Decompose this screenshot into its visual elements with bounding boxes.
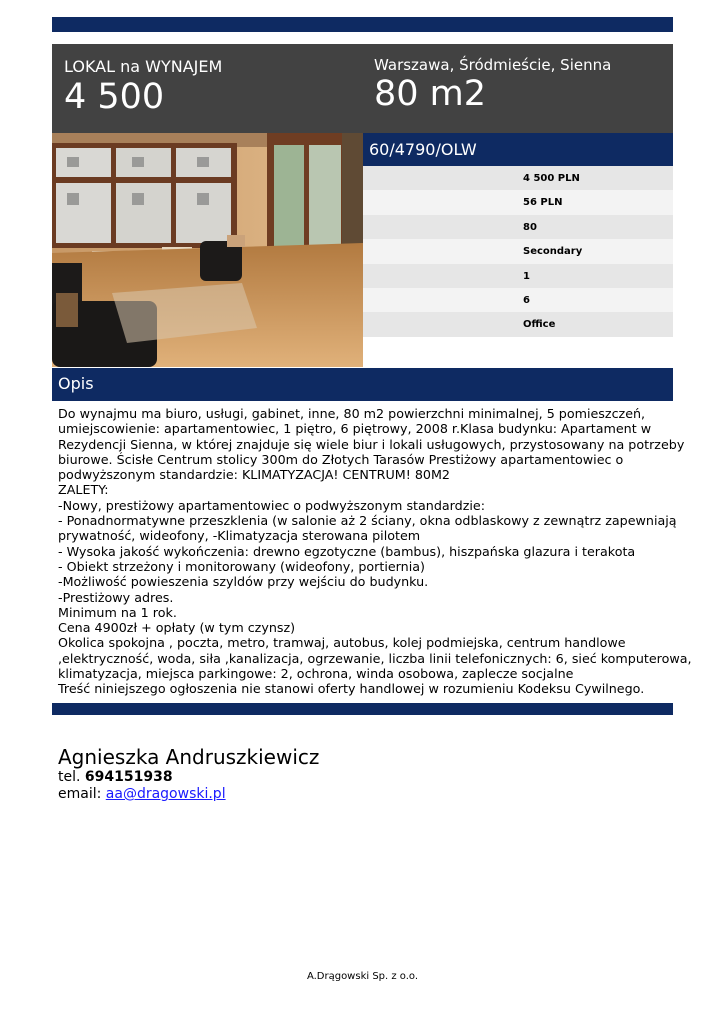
detail-row: Secondary [363, 239, 673, 263]
description-line: klimatyzacja, miejsca parkingowe: 2, ochrona, winda osobowa, zaplecze socjalne [58, 666, 574, 682]
phone-label: tel. [58, 769, 81, 785]
description-line: - Obiekt strzeżony i monitorowany (wideofony, portiernia) [58, 558, 425, 574]
top-decor-bar [52, 17, 673, 32]
description-line: -Możliwość powieszenia szyldów przy wejściu do budynku. [58, 574, 429, 590]
description-line: ZALETY: [58, 482, 109, 498]
bottom-decor-bar [52, 703, 673, 715]
detail-row: 80 [363, 215, 673, 239]
description-line: ,elektryczność, woda, siła ,kanalizacja, ogrzewanie, liczba linii telefonicznych: 6, sieć komputerowa, [58, 650, 692, 666]
description-line: - Ponadnormatywne przeszklenia (w salonie aż 2 ściany, okna odblaskowy z zewnątrz zapewniają [58, 513, 677, 529]
detail-row: 56 PLN [363, 190, 673, 214]
details-table [363, 166, 673, 337]
description-line: Minimum na 1 rok. [58, 604, 177, 620]
description-line: podwyższonym standardzie: KLIMATYZACJA! CENTRUM! 80M2 [58, 467, 451, 483]
agent-phone-line [58, 769, 319, 786]
listing-price: 4 500 [64, 77, 165, 117]
description-line: Okolica spokojna , poczta, metro, tramwaj, autobus, kolej podmiejska, centrum handlowe [58, 635, 626, 651]
description-line: -Prestiżowy adres. [58, 589, 174, 605]
description-text [58, 406, 692, 697]
description-line: umiejscowienie: apartamentowiec, 1 piętro, 6 piętrowy, 2008 r.Klasa budynku: Apartament w [58, 421, 652, 437]
property-photo [52, 133, 363, 367]
email-label: email: [58, 786, 102, 802]
agent-email-line [58, 786, 319, 803]
description-line: Do wynajmu ma biuro, usługi, gabinet, inne, 80 m2 powierzchni minimalnej, 5 pomieszczeń, [58, 406, 646, 421]
description-line: - Wysoka jakość wykończenia: drewno egzotyczne (bambus), hiszpańska glazura i terakota [58, 543, 636, 559]
agent-name: Agnieszka Andruszkiewicz [58, 745, 320, 769]
listing-header [52, 44, 673, 133]
agent-phone: 694151938 [84, 769, 173, 785]
description-line: -Nowy, prestiżowy apartamentowiec o podwyższonym standardzie: [58, 497, 485, 513]
description-line: biurowe. Ścisłe Centrum stolicy 300m do Złotych Tarasów Prestiżowy apartamentowiec o [58, 451, 624, 467]
detail-row: 6 [363, 288, 673, 312]
listing-location: Warszawa, Śródmieście, Sienna [374, 56, 612, 74]
description-line: prywatność, wideofony, -Klimatyzacja sterowana pilotem [58, 528, 421, 544]
agent-contact [58, 745, 319, 803]
description-line: Treść niniejszego ogłoszenia nie stanowi oferty handlowej w rozumieniu Kodeksu Cywilnego. [58, 681, 645, 697]
footer-company: A.Drągowski Sp. z o.o. [306, 971, 419, 982]
listing-type: LOKAL na WYNAJEM [64, 57, 223, 76]
reference-number: 60/4790/OLW [363, 133, 673, 166]
agent-email-link[interactable]: aa@dragowski.pl [105, 786, 226, 802]
description-line: Cena 4900zł + opłaty (w tym czynsz) [58, 620, 296, 636]
description-title: Opis [52, 368, 673, 401]
detail-row: Office [363, 312, 673, 336]
listing-area: 80 m2 [374, 74, 487, 114]
detail-row: 1 [363, 264, 673, 288]
detail-row: 4 500 PLN [363, 166, 673, 190]
description-line: Rezydencji Sienna, w której znajduje się wiele biur i lokali usługowych, przystosowany na potrzeby [58, 436, 685, 452]
